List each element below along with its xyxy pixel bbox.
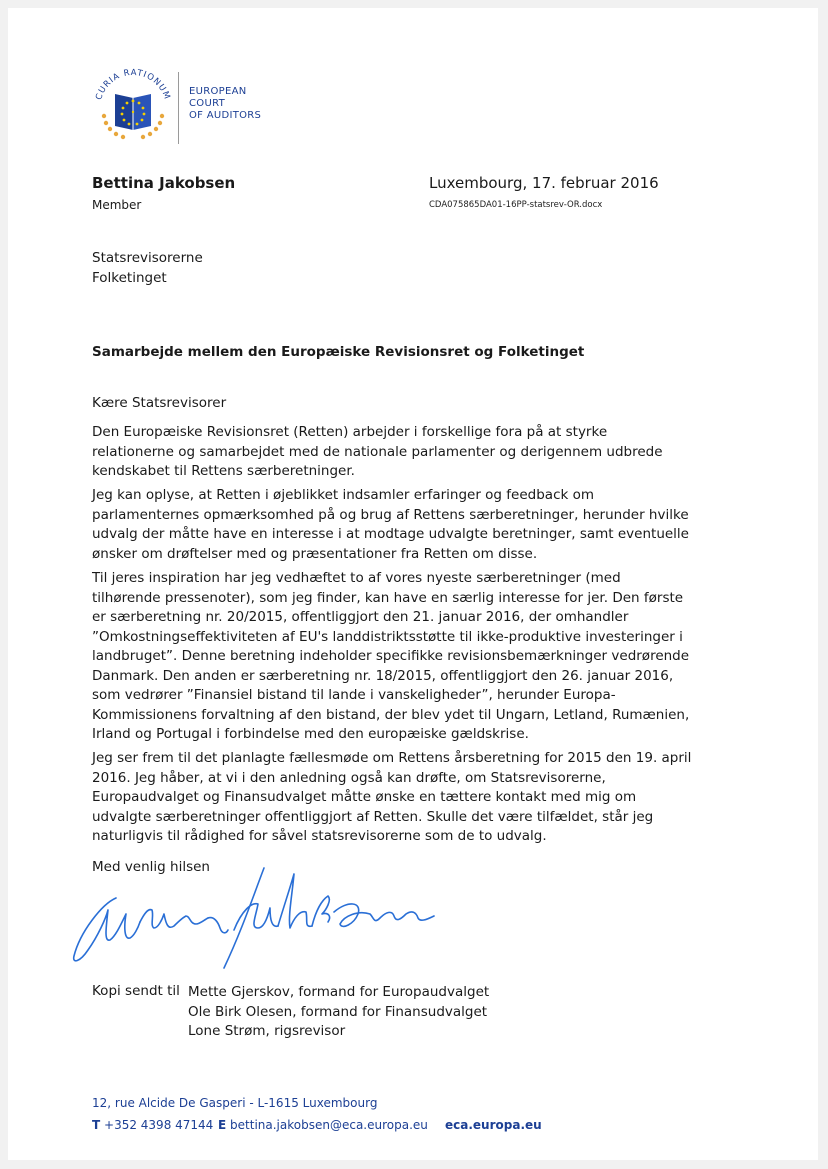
body-paragraph: Til jeres inspiration har jeg vedhæftet to af vores nyeste særberetninger (med tilhørende pressenoter), som jeg finder, kan have en særlig interesse for jer. Den første er særberetning nr. 20/2015, offentliggjort den 21. januar 2016, der omhandler ”Omkostningseffektiviteten af EU's landdistriktsstøtte til ikke-produktive investeringer i landbruget”. Denne beretning indeholder specifikke revisionsbemærkninger vedrørende Danmark. Den anden er særberetning nr. 18/2015, offentliggjort den 26. januar 2016, som vedrører ”Finansiel bistand til lande i vanskeligheder”, herunder Europa-Kommissionens forvaltning af den bistand, der blev ydet til Ungarn, Letland, Rumænien, Irland og Portugal i forbindelse med den europæiske gældskrise. [92,570,690,742]
body-paragraph: Den Europæiske Revisionsret (Retten) arbejder i forskellige fora på at styrke relationerne og samarbejdet med de nationale parlamenter og derigennem udbrede kendskabet til Rettens særberetninger. [92,424,663,479]
letter-page [8,8,818,1160]
logo-motto: CURIA RATIONUM [94,67,172,102]
recipient-line: Folketinget [92,270,167,286]
copy-recipient: Mette Gjerskov, formand for Europaudvalget [188,984,490,1000]
footer-address: 12, rue Alcide De Gasperi - L-1615 Luxembourg [92,1096,378,1110]
sender-role: Member [92,198,142,212]
copy-label: Kopi sendt til [92,983,180,999]
footer-phone [92,1118,213,1132]
sender-name: Bettina Jakobsen [92,174,236,192]
svg-text:CURIA RATIONUM [94,68,172,101]
email-address: bettina.jakobsen@eca.europa.eu [230,1118,428,1132]
email-prefix: E [218,1118,227,1132]
institution-name-line: COURT [189,98,226,109]
body-paragraph: Jeg ser frem til det planlagte fællesmøde om Rettens årsberetning for 2015 den 19. april 2016. Jeg håber, at vi i den anledning også kan drøfte, om Statsrevisorerne, Europaudvalget og Finansudvalget måtte ønske en tættere kontakt med mig om udvalgte særberetninger offentliggjort af Retten. Skulle det være tilfældet, står jeg naturligvis til rådighed for såvel statsrevisorerne som de to udvalg. [92,750,692,844]
place-date: Luxembourg, 17. februar 2016 [429,174,659,192]
salutation: Kære Statsrevisorer [92,395,227,411]
logo-divider [178,72,179,144]
footer-website: eca.europa.eu [445,1118,542,1132]
closing: Med venlig hilsen [92,859,210,875]
handwritten-signature [58,844,458,974]
phone-prefix: T [92,1118,101,1132]
document-reference: CDA075865DA01-16PP-statsrev-OR.docx [429,200,603,210]
letter-subject: Samarbejde mellem den Europæiske Revisionsret og Folketinget [92,344,585,360]
recipient-line: Statsrevisorerne [92,250,203,266]
body-paragraph: Jeg kan oplyse, at Retten i øjeblikket indsamler erfaringer og feedback om parlamenternes opmærksomhed på og brug af Rettens særberetninger, herunder hvilke udvalg der måtte have en interesse i at modtage udvalgte beretninger, samt eventuelle ønsker om drøftelser med og præsentationer fra Retten om disse. [92,487,689,562]
institution-name-line: EUROPEAN [189,86,247,97]
institution-name-line: OF AUDITORS [189,110,262,121]
institution-name [189,86,261,122]
phone-number: +352 4398 47144 [104,1118,214,1132]
eca-emblem-logo [88,64,178,144]
copy-recipient: Ole Birk Olesen, formand for Finansudvalget [188,1003,488,1020]
copy-recipient: Lone Strøm, rigsrevisor [188,1023,346,1039]
footer-email [218,1118,428,1132]
copy-recipients-list [188,983,489,1042]
